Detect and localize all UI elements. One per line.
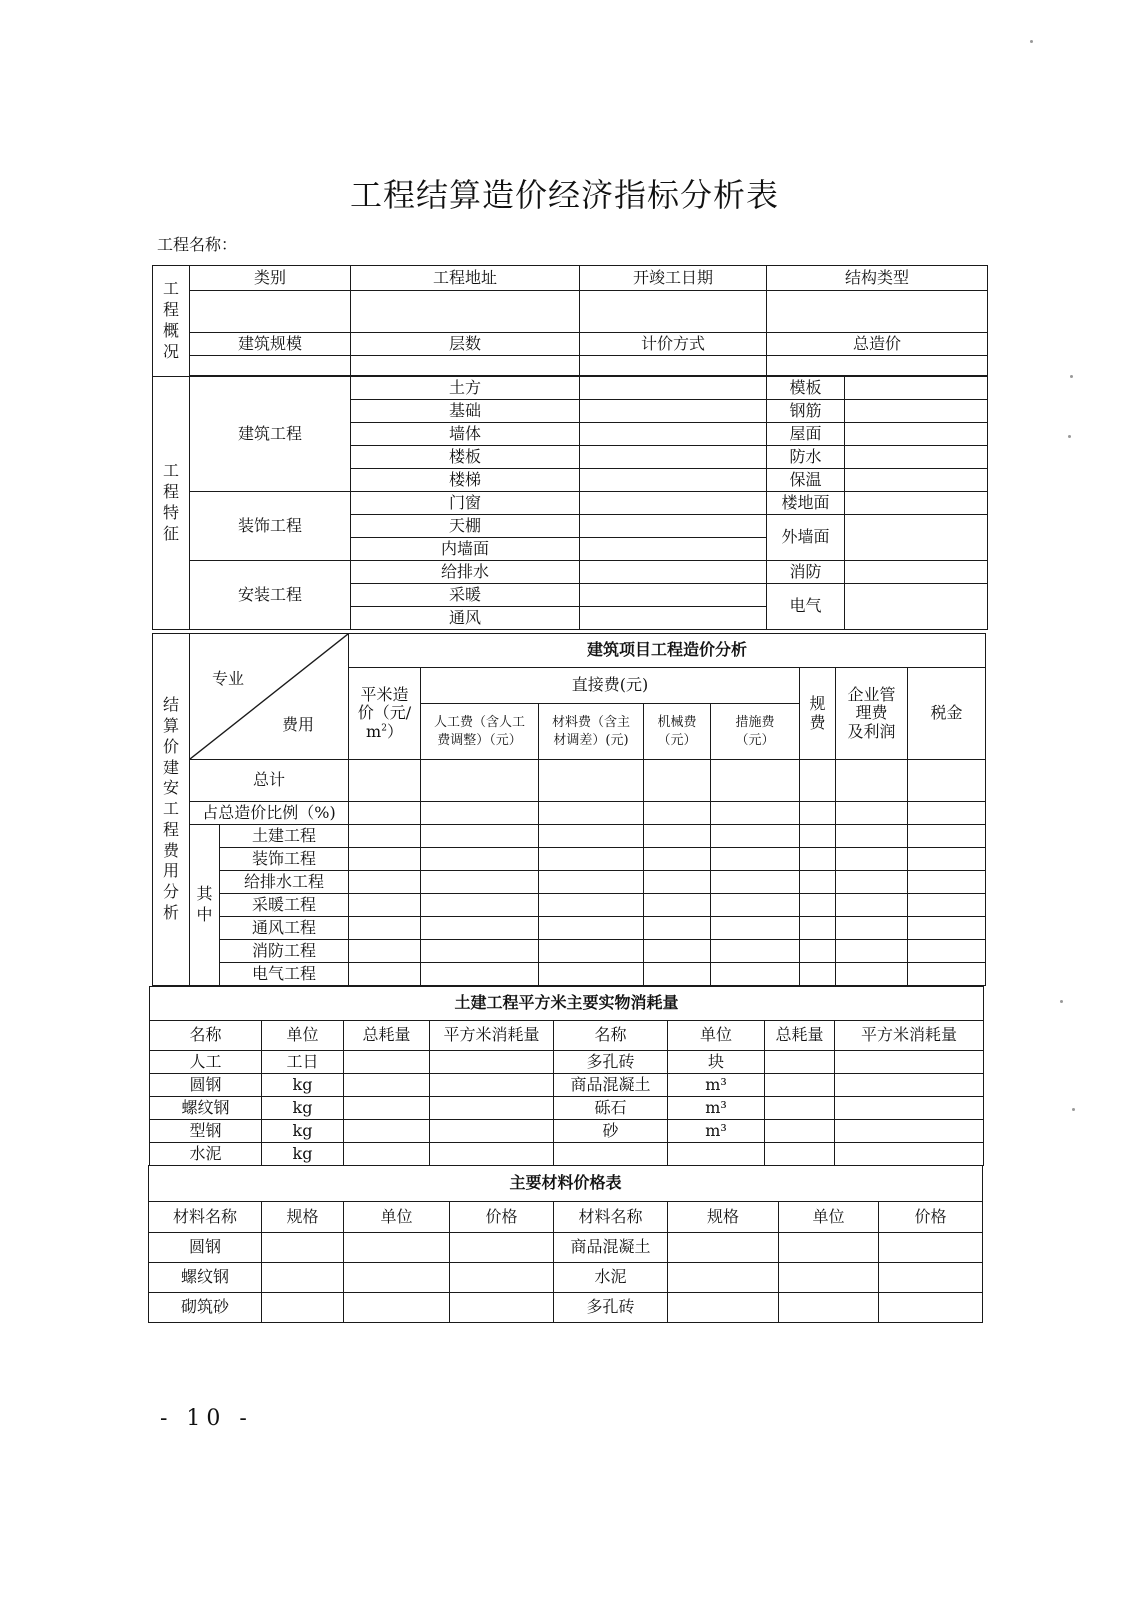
cell[interactable]	[539, 760, 644, 802]
item-plumbing: 给排水	[351, 561, 580, 584]
cost-side-text: 结算价建安工程费用分析	[163, 695, 180, 923]
cell[interactable]	[668, 1233, 779, 1263]
c-hdr-unit: 单位	[262, 1021, 344, 1051]
overview-side-text: 工程概况	[163, 279, 180, 361]
p-hdr-unit: 单位	[344, 1202, 450, 1233]
p-hdr-material: 材料名称	[149, 1202, 262, 1233]
price-title: 主要材料价格表	[149, 1166, 983, 1202]
consumption-table	[149, 986, 984, 1166]
c-cement-unit: kg	[262, 1143, 344, 1166]
cell[interactable]	[644, 963, 711, 986]
cell[interactable]	[644, 760, 711, 802]
among-label	[190, 825, 220, 986]
cell[interactable]	[644, 825, 711, 848]
cell[interactable]	[779, 1233, 879, 1263]
hdr-floors: 层数	[351, 333, 580, 356]
val-waterproof[interactable]	[845, 446, 988, 469]
c-hdr-name: 名称	[150, 1021, 262, 1051]
hdr-pricing: 计价方式	[580, 333, 767, 356]
overview-features-table	[152, 265, 988, 630]
hdr-measure: 措施费 （元）	[711, 704, 800, 760]
cell-address[interactable]	[351, 291, 580, 333]
c-hdr-per-sqm: 平方米消耗量	[430, 1021, 554, 1051]
cell[interactable]	[539, 963, 644, 986]
cell[interactable]	[836, 963, 908, 986]
p-rebar: 螺纹钢	[149, 1263, 262, 1293]
cell-total-cost[interactable]	[767, 356, 988, 376]
cell[interactable]	[421, 871, 539, 894]
cell[interactable]	[711, 825, 800, 848]
cell[interactable]	[430, 1097, 554, 1120]
cell-dates[interactable]	[580, 291, 767, 333]
p-concrete: 商品混凝土	[554, 1233, 668, 1263]
sub-plumbing: 给排水工程	[220, 871, 349, 894]
cell[interactable]	[421, 917, 539, 940]
cell-scale[interactable]	[190, 356, 351, 376]
cell[interactable]	[344, 1293, 450, 1323]
cell[interactable]	[908, 871, 986, 894]
cost-section-title: 建筑项目工程造价分析	[349, 634, 986, 668]
item-earthwork: 土方	[351, 377, 580, 400]
cell[interactable]	[765, 1120, 835, 1143]
item-exterior-wall: 外墙面	[767, 515, 845, 561]
item-ceiling: 天棚	[351, 515, 580, 538]
cell[interactable]	[644, 802, 711, 825]
price-table	[148, 1165, 983, 1323]
item-rebar: 钢筋	[767, 400, 845, 423]
c-gravel-unit: m³	[668, 1097, 765, 1120]
item-foundation: 基础	[351, 400, 580, 423]
p-mortar: 砌筑砂	[149, 1293, 262, 1323]
row-total: 总计	[190, 760, 349, 802]
diag-fee: 费用	[281, 715, 314, 734]
cell[interactable]	[908, 802, 986, 825]
scan-speck	[1068, 435, 1071, 438]
cell[interactable]	[879, 1233, 983, 1263]
cell[interactable]	[349, 825, 421, 848]
cell[interactable]	[765, 1051, 835, 1074]
c-brick-unit: 块	[668, 1051, 765, 1074]
group-decoration: 装饰工程	[190, 492, 351, 561]
val-wall[interactable]	[580, 423, 767, 446]
val-foundation[interactable]	[580, 400, 767, 423]
cell[interactable]	[800, 825, 836, 848]
cell[interactable]	[800, 871, 836, 894]
diagonal-line-icon	[190, 634, 348, 759]
cell[interactable]	[344, 1097, 430, 1120]
item-electrical: 电气	[767, 584, 845, 630]
val-stairs[interactable]	[580, 469, 767, 492]
hdr-mgmt: 企业管 理费 及利润	[836, 668, 908, 760]
val-fire[interactable]	[845, 561, 988, 584]
val-rebar[interactable]	[845, 400, 988, 423]
features-side-label	[153, 377, 190, 630]
cell[interactable]	[908, 940, 986, 963]
val-slab[interactable]	[580, 446, 767, 469]
cell[interactable]	[539, 871, 644, 894]
cell[interactable]	[836, 848, 908, 871]
cell[interactable]	[711, 871, 800, 894]
cell[interactable]	[421, 825, 539, 848]
p-hdr-price: 价格	[450, 1202, 554, 1233]
cell[interactable]	[262, 1233, 344, 1263]
item-formwork: 模板	[767, 377, 845, 400]
cell[interactable]	[344, 1263, 450, 1293]
c-gravel: 砾石	[554, 1097, 668, 1120]
cell[interactable]	[765, 1097, 835, 1120]
hdr-direct: 直接费(元)	[421, 668, 800, 704]
cell[interactable]	[539, 825, 644, 848]
cell[interactable]	[644, 917, 711, 940]
sub-ventilation: 通风工程	[220, 917, 349, 940]
scan-speck	[1060, 1000, 1063, 1003]
cell[interactable]	[344, 1051, 430, 1074]
cell[interactable]	[908, 963, 986, 986]
scan-speck	[1030, 40, 1033, 43]
cell[interactable]	[668, 1143, 765, 1166]
cell[interactable]	[765, 1074, 835, 1097]
row-ratio: 占总造价比例（%)	[190, 802, 349, 825]
hdr-labor: 人工费（含人工 费调整）（元）	[421, 704, 539, 760]
cell[interactable]	[644, 894, 711, 917]
cell[interactable]	[835, 1097, 984, 1120]
hdr-dates: 开竣工日期	[580, 266, 767, 291]
cell[interactable]	[800, 760, 836, 802]
cell[interactable]	[779, 1293, 879, 1323]
cell[interactable]	[800, 894, 836, 917]
c-section-steel: 型钢	[150, 1120, 262, 1143]
cell[interactable]	[539, 940, 644, 963]
sub-fire: 消防工程	[220, 940, 349, 963]
sub-decoration: 装饰工程	[220, 848, 349, 871]
val-heating[interactable]	[580, 584, 767, 607]
cell[interactable]	[644, 871, 711, 894]
project-name-label: 工程名称：	[157, 235, 238, 254]
cell[interactable]	[800, 917, 836, 940]
cell[interactable]	[835, 1074, 984, 1097]
c-hdr-total: 总耗量	[344, 1021, 430, 1051]
cell[interactable]	[711, 760, 800, 802]
cell[interactable]	[421, 940, 539, 963]
val-ventilation[interactable]	[580, 607, 767, 630]
c-hdr-name-2: 名称	[554, 1021, 668, 1051]
hdr-tax: 税金	[908, 668, 986, 760]
cell[interactable]	[711, 940, 800, 963]
cell[interactable]	[908, 894, 986, 917]
cell[interactable]	[539, 802, 644, 825]
cell[interactable]	[779, 1263, 879, 1293]
cell[interactable]	[644, 940, 711, 963]
val-floor-finish[interactable]	[845, 492, 988, 515]
c-cement: 水泥	[150, 1143, 262, 1166]
item-slab: 楼板	[351, 446, 580, 469]
cell[interactable]	[262, 1293, 344, 1323]
val-roof[interactable]	[845, 423, 988, 446]
cell[interactable]	[344, 1143, 430, 1166]
c-concrete: 商品混凝土	[554, 1074, 668, 1097]
item-insulation: 保温	[767, 469, 845, 492]
item-fire: 消防	[767, 561, 845, 584]
cell[interactable]	[349, 760, 421, 802]
c-labor: 人工	[150, 1051, 262, 1074]
hdr-material: 材料费（含主 材调差）(元)	[539, 704, 644, 760]
item-heating: 采暖	[351, 584, 580, 607]
cell[interactable]	[836, 871, 908, 894]
cell[interactable]	[450, 1263, 554, 1293]
p-hdr-price-2: 价格	[879, 1202, 983, 1233]
c-round-steel: 圆钢	[150, 1074, 262, 1097]
cell[interactable]	[430, 1143, 554, 1166]
p-brick: 多孔砖	[554, 1293, 668, 1323]
cell[interactable]	[430, 1074, 554, 1097]
c-sand-unit: m³	[668, 1120, 765, 1143]
cell[interactable]	[836, 940, 908, 963]
hdr-structure: 结构类型	[767, 266, 988, 291]
p-round-steel: 圆钢	[149, 1233, 262, 1263]
among-text: 其中	[196, 884, 213, 924]
cell[interactable]	[421, 894, 539, 917]
cell[interactable]	[836, 825, 908, 848]
scan-speck	[1072, 1108, 1075, 1111]
item-stairs: 楼梯	[351, 469, 580, 492]
page-title: 工程结算造价经济指标分析表	[349, 176, 779, 214]
val-plumbing[interactable]	[580, 561, 767, 584]
cell[interactable]	[835, 1120, 984, 1143]
val-interior-wall[interactable]	[580, 538, 767, 561]
hdr-total-cost: 总造价	[767, 333, 988, 356]
cell[interactable]	[539, 894, 644, 917]
item-roof: 屋面	[767, 423, 845, 446]
cell[interactable]	[344, 1233, 450, 1263]
cell[interactable]	[800, 963, 836, 986]
cell[interactable]	[879, 1263, 983, 1293]
cell[interactable]	[836, 894, 908, 917]
cell[interactable]	[800, 802, 836, 825]
cell-floors[interactable]	[351, 356, 580, 376]
cell[interactable]	[421, 963, 539, 986]
features-side-text: 工程特征	[163, 461, 180, 543]
cell[interactable]	[668, 1293, 779, 1323]
val-exterior-wall[interactable]	[845, 515, 988, 561]
cell[interactable]	[908, 917, 986, 940]
cell[interactable]	[800, 940, 836, 963]
cell[interactable]	[668, 1263, 779, 1293]
c-rebar-unit: kg	[262, 1097, 344, 1120]
cell[interactable]	[349, 917, 421, 940]
cell[interactable]	[836, 917, 908, 940]
consumption-title: 土建工程平方米主要实物消耗量	[150, 987, 984, 1021]
item-interior-wall: 内墙面	[351, 538, 580, 561]
cell[interactable]	[711, 894, 800, 917]
cell[interactable]	[421, 760, 539, 802]
cell[interactable]	[711, 848, 800, 871]
hdr-address: 工程地址	[351, 266, 580, 291]
c-hdr-unit-2: 单位	[668, 1021, 765, 1051]
scan-speck	[1070, 375, 1073, 378]
cell[interactable]	[836, 802, 908, 825]
val-earthwork[interactable]	[580, 377, 767, 400]
val-formwork[interactable]	[845, 377, 988, 400]
cell-category[interactable]	[190, 291, 351, 333]
p-hdr-spec-2: 规格	[668, 1202, 779, 1233]
cell[interactable]	[421, 802, 539, 825]
val-electrical[interactable]	[845, 584, 988, 630]
cell[interactable]	[349, 802, 421, 825]
cell[interactable]	[344, 1074, 430, 1097]
cell[interactable]	[711, 963, 800, 986]
c-hdr-per-sqm-2: 平方米消耗量	[835, 1021, 984, 1051]
cost-side-label	[153, 634, 190, 986]
item-doors-windows: 门窗	[351, 492, 580, 515]
cell[interactable]	[430, 1051, 554, 1074]
c-section-steel-unit: kg	[262, 1120, 344, 1143]
cell-pricing[interactable]	[580, 356, 767, 376]
cell[interactable]	[800, 848, 836, 871]
cell[interactable]	[711, 802, 800, 825]
cell[interactable]	[908, 848, 986, 871]
c-concrete-unit: m³	[668, 1074, 765, 1097]
val-ceiling[interactable]	[580, 515, 767, 538]
c-labor-unit: 工日	[262, 1051, 344, 1074]
cell[interactable]	[908, 760, 986, 802]
item-floor-finish: 楼地面	[767, 492, 845, 515]
cell[interactable]	[539, 917, 644, 940]
hdr-machine: 机械费 （元）	[644, 704, 711, 760]
group-building: 建筑工程	[190, 377, 351, 492]
val-insulation[interactable]	[845, 469, 988, 492]
sub-electrical: 电气工程	[220, 963, 349, 986]
diag-specialty: 专业	[212, 669, 245, 688]
c-brick: 多孔砖	[554, 1051, 668, 1074]
cell[interactable]	[421, 848, 539, 871]
cell[interactable]	[349, 848, 421, 871]
page-number: - 10 -	[160, 1406, 253, 1431]
cell[interactable]	[349, 963, 421, 986]
cell[interactable]	[836, 760, 908, 802]
cell[interactable]	[262, 1263, 344, 1293]
hdr-scale: 建筑规模	[190, 333, 351, 356]
hdr-unit-price: 平米造 价（元/ $m^2$）	[349, 668, 421, 760]
item-waterproof: 防水	[767, 446, 845, 469]
diagonal-header	[190, 634, 349, 760]
cell[interactable]	[344, 1120, 430, 1143]
item-ventilation: 通风	[351, 607, 580, 630]
cell[interactable]	[554, 1143, 668, 1166]
cell[interactable]	[349, 940, 421, 963]
cell-structure[interactable]	[767, 291, 988, 333]
c-hdr-total-2: 总耗量	[765, 1021, 835, 1051]
cell[interactable]	[908, 825, 986, 848]
hdr-category: 类别	[190, 266, 351, 291]
cell[interactable]	[450, 1293, 554, 1323]
val-doors-windows[interactable]	[580, 492, 767, 515]
cell[interactable]	[835, 1143, 984, 1166]
group-installation: 安装工程	[190, 561, 351, 630]
cell[interactable]	[450, 1233, 554, 1263]
sub-civil: 土建工程	[220, 825, 349, 848]
cell[interactable]	[711, 917, 800, 940]
item-wall: 墙体	[351, 423, 580, 446]
cell[interactable]	[835, 1051, 984, 1074]
p-cement: 水泥	[554, 1263, 668, 1293]
cell[interactable]	[349, 871, 421, 894]
cost-analysis-table	[152, 633, 986, 986]
c-sand: 砂	[554, 1120, 668, 1143]
c-rebar: 螺纹钢	[150, 1097, 262, 1120]
cell[interactable]	[539, 848, 644, 871]
cell[interactable]	[430, 1120, 554, 1143]
sub-heating: 采暖工程	[220, 894, 349, 917]
cell[interactable]	[765, 1143, 835, 1166]
overview-side-label	[153, 266, 190, 377]
p-hdr-unit-2: 单位	[779, 1202, 879, 1233]
cell[interactable]	[879, 1293, 983, 1323]
p-hdr-spec: 规格	[262, 1202, 344, 1233]
c-round-steel-unit: kg	[262, 1074, 344, 1097]
cell[interactable]	[349, 894, 421, 917]
p-hdr-material-2: 材料名称	[554, 1202, 668, 1233]
hdr-fee: 规 费	[800, 668, 836, 760]
cell[interactable]	[644, 848, 711, 871]
